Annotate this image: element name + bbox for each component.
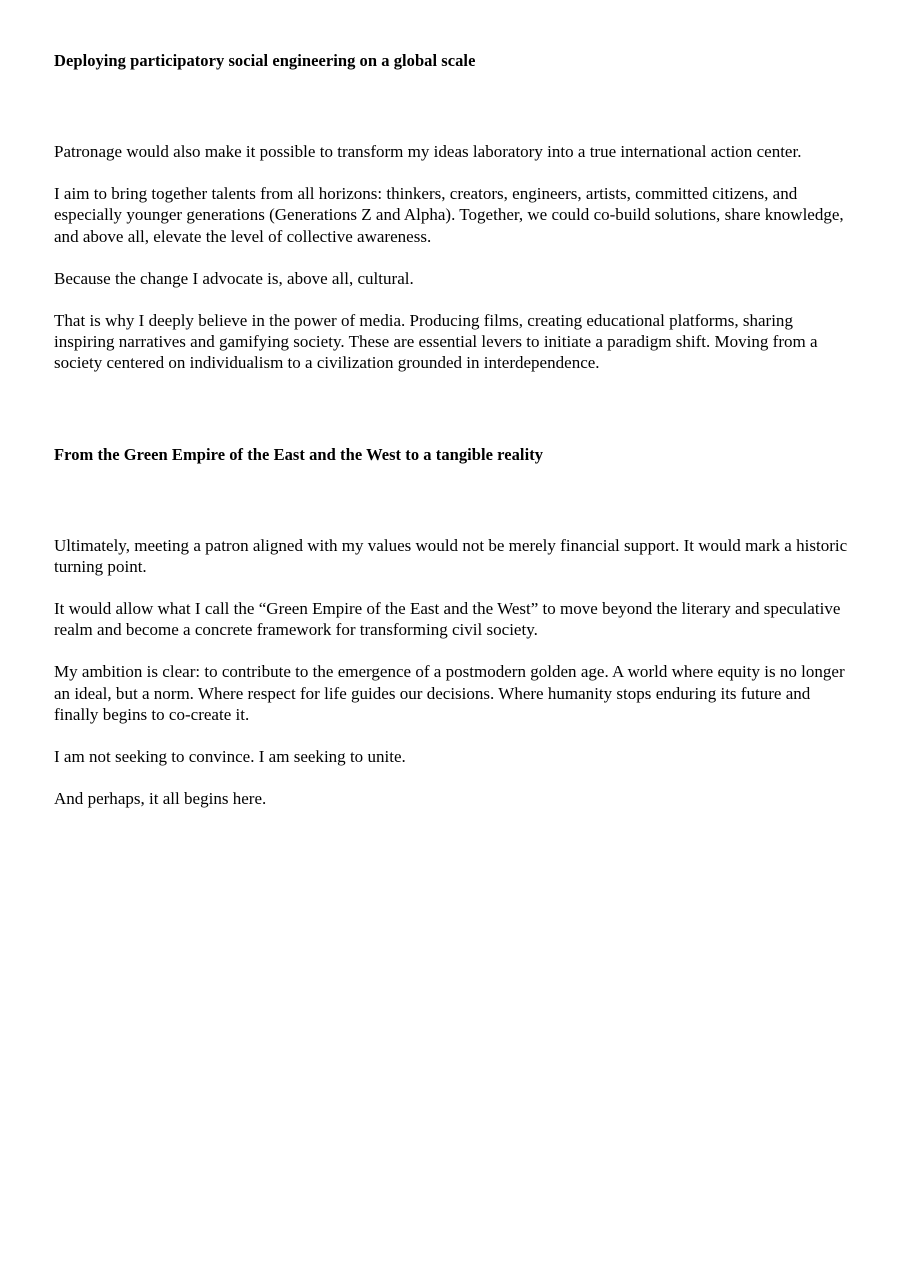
paragraph-spacer (54, 577, 850, 598)
document-section-2 (54, 444, 850, 810)
spacer-before-heading-2 (54, 374, 850, 444)
section-heading-2: From the Green Empire of the East and the West to a tangible reality (54, 444, 544, 464)
paragraph-spacer (54, 247, 850, 268)
paragraph: And perhaps, it all begins here. (54, 789, 267, 809)
section-heading-1: Deploying participatory social engineering on a global scale (54, 51, 476, 70)
paragraph-spacer (54, 767, 850, 788)
paragraph: My ambition is clear: to contribute to the emergence of a postmodern golden age. A world where equity is no longer an ideal, but a norm. Where respect for life guides our decisions. Where humanity stops enduring its future and finally begins to co-create it. (54, 662, 845, 724)
document-body (54, 50, 850, 809)
document-section-1 (54, 50, 850, 374)
paragraph-spacer (54, 725, 850, 746)
spacer-after-heading-1 (54, 71, 850, 141)
paragraph: That is why I deeply believe in the power of media. Producing films, creating educational platforms, sharing inspiring narratives and gamifying society. These are essential levers to initiate a paradigm shift. Moving from a society centered on individualism to a civilization grounded in interdependence. (54, 311, 818, 373)
paragraph-spacer (54, 640, 850, 661)
paragraph: Because the change I advocate is, above all, cultural. (54, 268, 414, 288)
spacer-after-heading-2 (54, 465, 850, 535)
paragraph: It would allow what I call the “Green Empire of the East and the West” to move beyond the literary and speculative realm and become a concrete framework for transforming civil society. (54, 599, 841, 640)
paragraph-spacer (54, 162, 850, 183)
paragraph: I am not seeking to convince. I am seeking to unite. (54, 747, 406, 767)
paragraph: Patronage would also make it possible to transform my ideas laboratory into a true international action center. (54, 142, 802, 161)
paragraph-spacer (54, 289, 850, 310)
paragraph: Ultimately, meeting a patron aligned with my values would not be merely financial support. It would mark a historic turning point. (54, 535, 848, 576)
paragraph: I aim to bring together talents from all horizons: thinkers, creators, engineers, artists, committed citizens, and especially younger generations (Generations Z and Alpha). Together, we could co-build solutions, share knowledge, and above all, elevate the level of collective awareness. (54, 184, 844, 246)
